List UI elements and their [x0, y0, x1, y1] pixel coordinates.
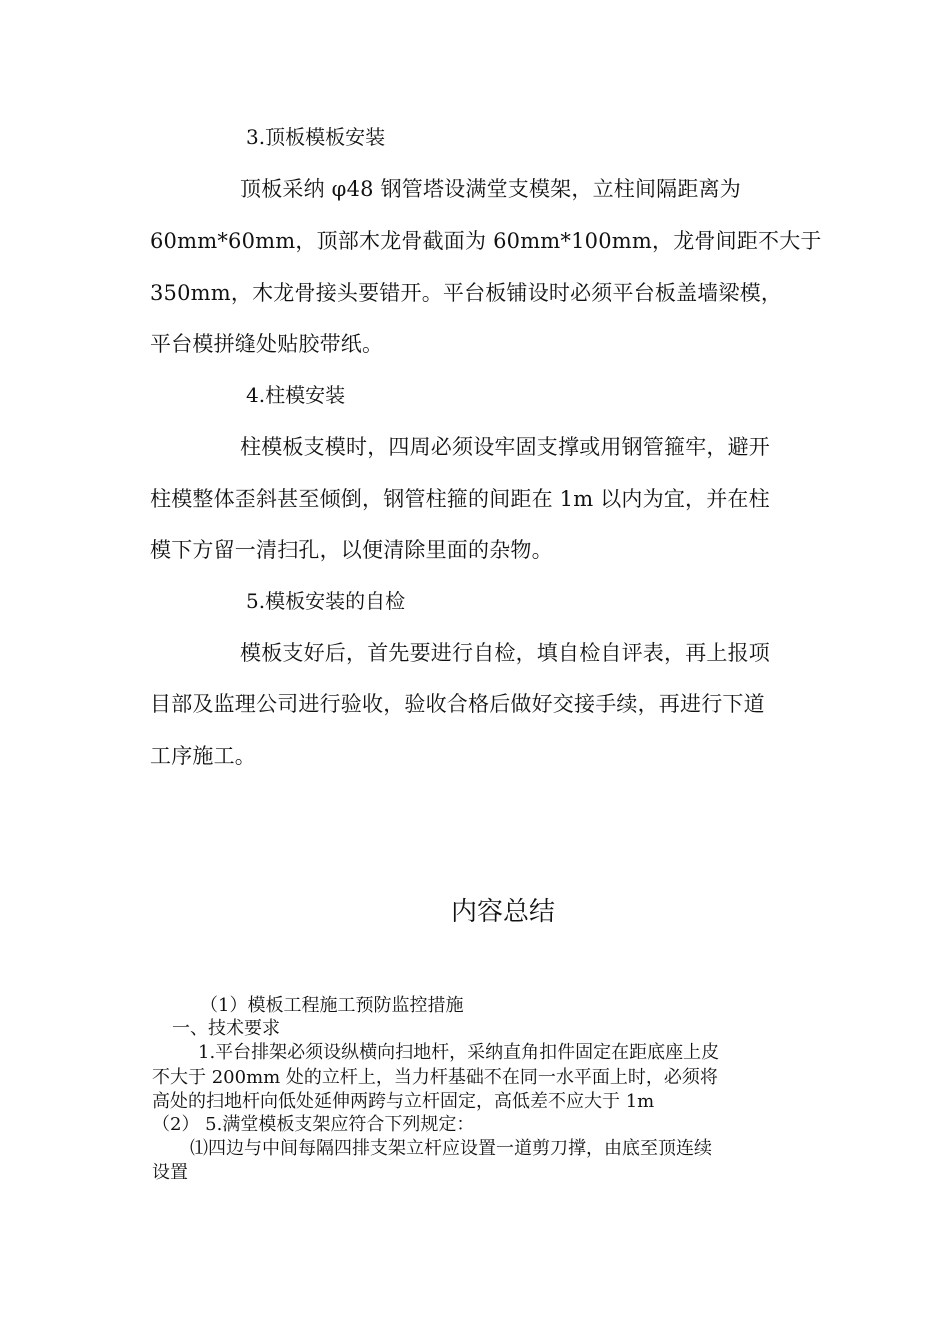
summary-line-3: 1.平台排架必须设纵横向扫地杆，采纳直角扣件固定在距底座上皮	[198, 1042, 720, 1063]
section-4-heading: 4.柱模安装	[246, 383, 346, 407]
section-3-line-4: 平台模拼缝处贴胶带纸。	[150, 332, 384, 356]
summary-line-6: （2） 5.满堂模板支架应符合下列规定：	[152, 1114, 475, 1135]
summary-line-7: ⑴四边与中间每隔四排支架立杆应设置一道剪刀撑，由底至顶连续	[190, 1138, 712, 1159]
section-5-line-3: 工序施工。	[150, 744, 256, 768]
section-4-line-3: 模下方留一清扫孔，以便清除里面的杂物。	[150, 538, 553, 562]
section-3-line-1: 顶板采纳 φ48 钢管塔设满堂支模架，立柱间隔距离为	[240, 177, 741, 201]
section-5-line-1: 模板支好后，首先要进行自检，填自检自评表，再上报项	[240, 641, 770, 665]
section-5-heading: 5.模板安装的自检	[246, 589, 406, 613]
summary-line-5: 高处的扫地杆向低处延伸两跨与立杆固定，高低差不应大于 1m	[152, 1091, 655, 1112]
section-3-line-3: 350mm，木龙骨接头要错开。平台板铺设时必须平台板盖墙梁模，	[150, 281, 783, 305]
section-3-heading: 3.顶板模板安装	[246, 125, 386, 149]
section-3-line-2: 60mm*60mm，顶部木龙骨截面为 60mm*100mm，龙骨间距不大于	[150, 229, 822, 253]
section-5-line-2: 目部及监理公司进行验收，验收合格后做好交接手续，再进行下道	[150, 692, 765, 716]
section-4-line-2: 柱模整体歪斜甚至倾倒，钢管柱箍的间距在 1m 以内为宜，并在柱	[150, 487, 770, 511]
summary-line-4: 不大于 200mm 处的立杆上，当力杆基础不在同一水平面上时，必须将	[152, 1067, 718, 1088]
section-4-line-1: 柱模板支模时，四周必须设牢固支撑或用钢管箍牢，避开	[240, 435, 770, 459]
summary-line-1: （1）模板工程施工预防监控措施	[200, 995, 464, 1016]
summary-line-2: 一、技术要求	[172, 1018, 280, 1039]
summary-line-8: 设置	[152, 1162, 188, 1183]
summary-title: 内容总结	[450, 897, 555, 927]
